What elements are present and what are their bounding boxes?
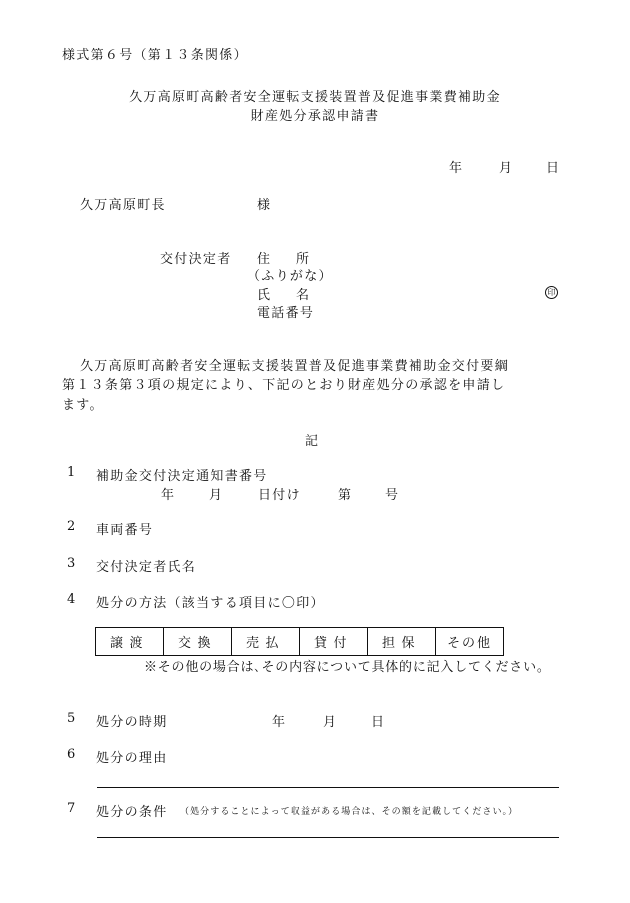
item3-number: 3 <box>67 556 76 571</box>
method-option-transfer[interactable]: 譲渡 <box>96 628 164 656</box>
item2-number: 2 <box>67 519 76 534</box>
item4-number: 4 <box>67 592 76 607</box>
method-option-other[interactable]: その他 <box>436 628 504 656</box>
form-number: 様式第６号（第１３条関係） <box>62 48 248 63</box>
item1-month[interactable]: 月 <box>209 488 223 503</box>
method-option-sale[interactable]: 売払 <box>232 628 300 656</box>
body-text-line3: ます。 <box>62 398 104 413</box>
item5-label: 処分の時期 <box>96 715 168 730</box>
item5-day[interactable]: 日 <box>371 715 385 730</box>
address-label: 住 所 <box>257 252 310 267</box>
item5-month[interactable]: 月 <box>323 715 337 730</box>
item1-number: 1 <box>67 465 76 480</box>
item1-dai[interactable]: 第 <box>338 488 352 503</box>
form-title-line2: 財産処分承認申請書 <box>250 109 380 124</box>
disposal-method-table <box>95 627 504 656</box>
body-text-line2: 第１３条第３項の規定により、下記のとおり財産処分の承認を申請し <box>62 378 506 393</box>
item5-year[interactable]: 年 <box>272 715 286 730</box>
item1-dated[interactable]: 日付け <box>258 488 301 503</box>
name-label: 氏 名 <box>257 288 310 303</box>
item6-answer-line[interactable] <box>97 787 559 788</box>
item1-year[interactable]: 年 <box>161 488 175 503</box>
item3-label: 交付決定者氏名 <box>96 560 197 575</box>
body-text-line1: 久万高原町高齢者安全運転支援装置普及促進事業費補助金交付要綱 <box>80 359 510 374</box>
seal-mark: 印 <box>545 284 558 299</box>
item7-answer-line[interactable] <box>97 837 559 838</box>
form-title-line1: 久万高原町高齢者安全運転支援装置普及促進事業費補助金 <box>129 90 501 105</box>
phone-label: 電話番号 <box>257 306 315 321</box>
item6-label: 処分の理由 <box>96 751 168 766</box>
date-day-field[interactable]: 日 <box>546 161 560 176</box>
method-option-collateral[interactable]: 担保 <box>368 628 436 656</box>
item7-label: 処分の条件 <box>96 805 168 820</box>
date-year-field[interactable]: 年 <box>449 161 463 176</box>
other-note: ※その他の場合は､その内容について具体的に記入してください。 <box>144 660 551 675</box>
applicant-role: 交付決定者 <box>160 252 232 267</box>
item7-number: 7 <box>67 801 76 816</box>
item2-label: 車両番号 <box>96 523 154 538</box>
item4-label: 処分の方法（該当する項目に〇印） <box>96 596 325 611</box>
date-month-field[interactable]: 月 <box>499 161 513 176</box>
item1-label: 補助金交付決定通知書番号 <box>96 469 268 484</box>
addressee-honorific: 様 <box>257 198 271 213</box>
item6-number: 6 <box>67 747 76 762</box>
method-option-lease[interactable]: 貸付 <box>300 628 368 656</box>
ki-heading: 記 <box>305 434 319 449</box>
item5-number: 5 <box>67 711 76 726</box>
addressee-name: 久万高原町長 <box>80 198 166 213</box>
item7-note: （処分することによって収益がある場合は、その額を記載してください。） <box>180 807 519 817</box>
method-option-exchange[interactable]: 交換 <box>164 628 232 656</box>
furigana-label: （ふりがな） <box>247 269 333 284</box>
item1-go: 号 <box>385 488 399 503</box>
